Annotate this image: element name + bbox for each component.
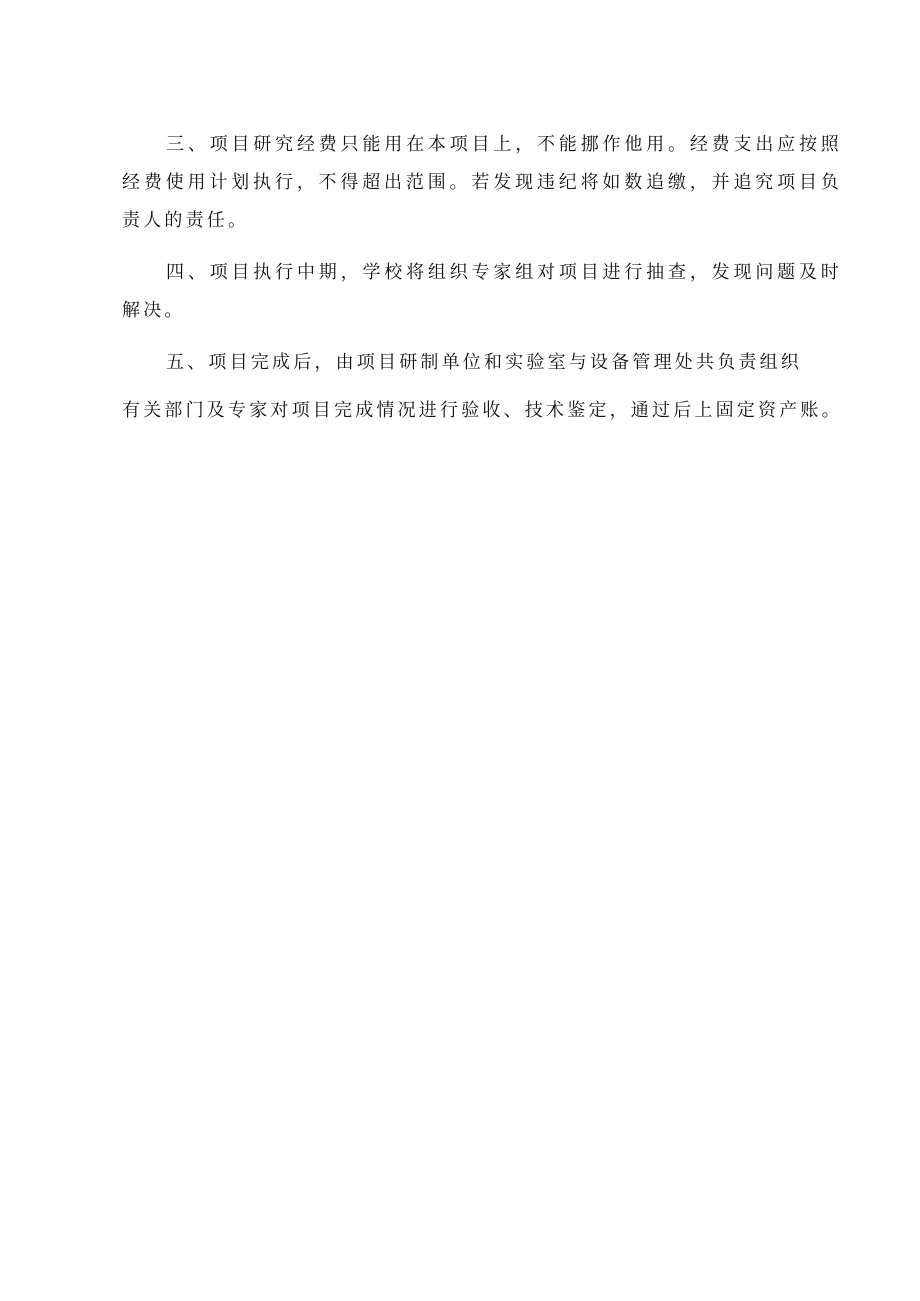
paragraph-item-5-line-1: 五、项目完成后，由项目研制单位和实验室与设备管理处共负责组织 [166,352,802,373]
paragraph-item-3: 三、项目研究经费只能用在本项目上，不能挪作他用。经费支出应按照经费使用计划执行，不得超出范围。若发现违纪将如数追缴，并追究项目负责人的责任。 [122,134,842,231]
document-body [122,126,842,430]
paragraph-item-5 [122,344,842,430]
paragraph-item-5-line-2: 有关部门及专家对项目完成情况进行验收、技术鉴定，通过后上固定资产账。 [122,400,843,421]
paragraph-item-4: 四、项目执行中期，学校将组织专家组对项目进行抽查，发现问题及时解决。 [122,262,842,321]
